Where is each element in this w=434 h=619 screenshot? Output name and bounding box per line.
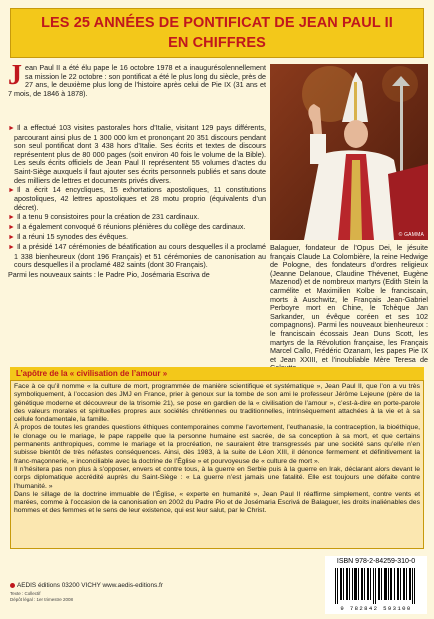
bullet-arrow-icon: ► [8,213,15,221]
bullet-item: ► Il a écrit 14 encycliques, 15 exhortations apostoliques, 11 constitutions apostoliques, 42 lettres apostoliques et 28 motu proprio (équivalents d’un décret). [8,184,266,212]
publisher-logo-icon [10,583,15,588]
fine-print-2: Dépôt légal : 1er trimestre 2008 [10,596,74,602]
photo-credit: © GAMMA [398,232,424,238]
bullet-item: ► Il a également convoqué 6 réunions plénières du collège des cardinaux. [8,222,246,232]
box-body [14,383,420,516]
right-column-text: Balaguer, fondateur de l’Opus Dei, le jésuite français Claude La Colombière, la reine Hedwige de Pologne, des fondateurs d’ordres religieux (Jeanne Delanoue, Claudine Thévenet, Eugène Mazenod) et de nombreux martyrs (Edith Stein la carmélite et Maximilien Kolbe le franciscain, morts à Auschwitz, le Français Jean-Gabriel Perboyre mort en Chine, le Tchèque Jan Sarkander, un évêque coréen et ses 102 compagnons). Parmi les nouveaux bienheureux : le franciscain écossais Jean Duns Scott, les martyrs de la Révolution française, les Français Marcel Callo, Frédéric Ozanam, les papes Pie IX et Jean XXIII, et l’inoubliable Mère Teresa de [270,243,428,364]
fine-print-1: Texte : Collectif [10,591,41,596]
box-heading: L’apôtre de la « civilisation de l’amour » [10,367,424,381]
pope-photo [270,64,428,240]
box-paragraph: Dans le sillage de la doctrine immuable de l’Église, « experte en humanité », Jean Paul II réaffirme simplement, contre vents et marées, comme à l’occasion de la canonisation en 2002 du Padre Pio et de Josémaria Escrivá de Balaguer, les droits inaliénables des hommes et des femmes et le sens de leur existence, qui est leur salut, par le Christ. [14,490,420,515]
box-paragraph: À propos de toutes les grandes questions éthiques contemporaines comme l’avortement, l’euthanasie, la contraception, la bioéthique, le clonage ou le mariage, le pape rappelle que la personne humaine est sacrée, de sa conception à sa mort, et que certains permanents anthropiques, comme le mariage et la procréation, ne sauraient être transgressés par une société sans qu’elle n’en subisse bientôt de très néfastes conséquences. Ainsi, dès 1983, à la suite de Léon XIII, il dénonce fermement et définitivement la franc-maçonnerie, « inconciliable avec la doctrine de l’Église » et pourvoyeuse de « culture de mort ». [14,424,420,465]
bullet-arrow-icon: ► [8,125,15,132]
bullet-arrow-icon: ► [8,244,15,252]
title-line-1: LES 25 ANNÉES DE PONTIFICAT DE JEAN PAUL II [41,15,393,31]
bullet-arrow-icon: ► [8,234,15,242]
bullet-item: ► Il a tenu 9 consistoires pour la création de 231 cardinaux. [8,211,200,221]
publisher-line: AEDIS éditions 03200 VICHY www.aedis-editions.fr [10,582,163,589]
fine-print [10,591,73,602]
intro-text: ean Paul II a été élu pape le 16 octobre 1978 et a inaugurésolennellement sa mission le 22 octobre : son pontificat a été le plus long du siècle, près de 27 ans, le deuxième plus long de l’histoire après celui de Pie IX (31 ans et 7 mois, de 1846 à 1878). [8,63,266,98]
intro-paragraph [8,60,266,98]
bullet-item: ► Il a effectué 103 visites pastorales hors d’Italie, visitant 129 pays différents, parcourant ainsi plus de 1 300 000 km et prononçant 20 351 discours pendant son seul pontificat dont 3 438 hors d’Italie. Ses écrits et textes de discours représentent plus de 80 000 pages (soit environ 40 fois le volume de la Bible). Les seuls écrits officiels de Jean Paul II représentent 55 volumes d’actes du Saint-Siège auxquels il faut ajouter ses écrits personnels publiés et sans doute des milliers de lettres et documents privés divers. [8,123,266,185]
bullet-list [8,124,266,280]
isbn-label: ISBN 978-2-84259-310-0 [336,558,416,565]
barcode-icon [335,568,417,604]
box-paragraph: Face à ce qu’il nomme « la culture de mort, programmée de manière scientifique et systématique », Jean Paul II, que l’on a vu très symboliquement, à l’occasion des JMJ en France, prier à genoux sur la tombe de son ami le professeur Jérôme Lejeune (père de la génétique moderne et découvreur de la trisomie 21), se pose en gardien de la « civilisation de l’amour », c’est-à-dire en porte-parole des valeurs morales et spirituelles propres aux sociétés chrétiennes ou traditionnelles, intrinsèquement attachées à la vie et à sa cellule fondamentale, la famille. [14,383,420,424]
barcode-digits: 9 782842 593100 [340,605,412,612]
box-paragraph: Il n’hésitera pas non plus à s’opposer, envers et contre tous, à la guerre en Serbie puis à la guerre en Irak, déclarant alors devant le corps diplomatique accrédité auprès du Saint-Siège : « La guerre n’est jamais une fatalité. Elle est toujours une défaite contre l’humanité. » [14,465,420,490]
pope-illustration [270,64,428,240]
bullets-tail: Parmi les nouveaux saints : le Padre Pio, Josémaria Escriva de [8,269,210,279]
title-banner [10,8,424,58]
bullet-arrow-icon: ► [8,186,15,194]
bullet-item: ► Il a réuni 15 synodes des évêques. [8,232,129,242]
drop-cap: J [8,60,22,91]
bullet-arrow-icon: ► [8,224,15,232]
bullet-item: ► Il a présidé 147 cérémonies de béatification au cours desquelles il a proclamé 1 338 bienheureux (dont 196 Français) et 51 cérémonies de canonisation au cours desquelles il a proclamé 482 saints (dont 30 Français). [8,242,266,270]
title-line-2: EN CHIFFRES [168,35,266,51]
